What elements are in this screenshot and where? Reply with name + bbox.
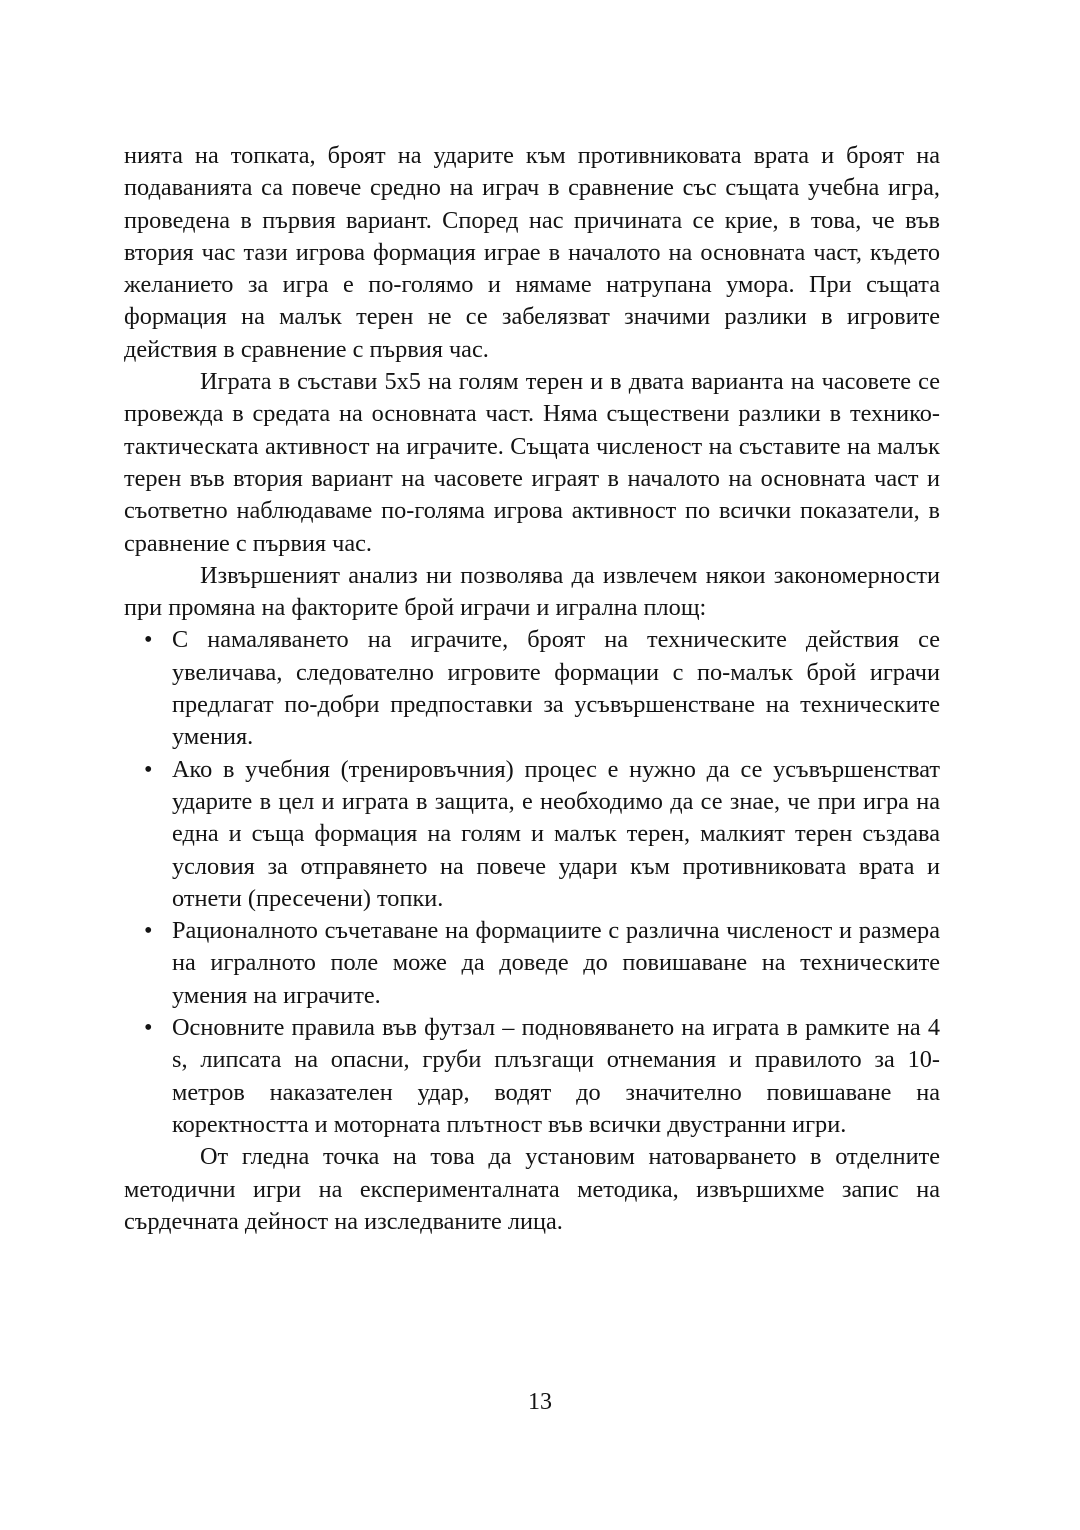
page-number: 13 xyxy=(528,1389,552,1415)
list-item xyxy=(124,1012,940,1141)
list-item xyxy=(124,754,940,915)
document-page xyxy=(124,140,940,1238)
bullet-marker: • xyxy=(144,917,153,945)
conclusions-list xyxy=(124,624,940,1141)
list-item-text: Рационалното съчетаване на формациите с различна численост и размера на игралното поле може да доведе до повишаване на техническите умения на играчите. xyxy=(172,917,940,1009)
bullet-marker: • xyxy=(144,626,153,654)
paragraph-continued: нията на топката, броят на ударите към противниковата врата и броят на подаванията са повече средно на играч в сравнение със същата учебна игра, проведена в първия вариант. Според нас причината се крие, в това, че във втория час тази игрова формация играе в началото на основната част, където желанието за игра е по-голямо и нямаме натрупана умора. При същата формация на малък терен не се забелязват значими разлики в игровите действия в сравнение с първия час. xyxy=(124,142,940,363)
list-item-text: С намаляването на играчите, броят на техническите действия се увеличава, следователно игровите формации с по-малък брой играчи предлагат по-добри предпоставки за усъвършенстване на техническите умения. xyxy=(172,626,940,751)
list-item-text: Ако в учебния (тренировъчния) процес е нужно да се усъвършенстват ударите в цел и играта в защита, е необходимо да се знае, че при игра на една и съща формация на голям и малък терен, малкият терен създава условия за отправянето на повече удари към противниковата врата и отнети (пресечени) топки. xyxy=(172,755,940,912)
list-item xyxy=(124,915,940,1012)
bullet-marker: • xyxy=(144,755,153,783)
list-item-text: Основните правила във футзал – подновяването на играта в рамките на 4 s, липсата на опасни, груби плъзгащи отнемания и правилото за 10-метров наказателен удар, водят до значително повишаване на коректността и моторната плътност във всички двустранни игри. xyxy=(172,1014,940,1138)
paragraph-closing: От гледна точка на това да установим натоварването в отделните методични игри на експерименталната методика, извършихме запис на сърдечната дейност на изследваните лица. xyxy=(124,1143,940,1235)
bullet-marker: • xyxy=(144,1014,153,1042)
paragraph-game-5x5: Играта в състави 5х5 на голям терен и в двата варианта на часовете се провежда в средата на основната част. Няма съществени разлики в технико-тактическата активност на играчите. Същата численост на съставите на малък терен във втория вариант на часовете играят в началото на основната част и съответно наблюдаваме по-голяма игрова активност по всички показатели, в сравнение с първия час. xyxy=(124,368,940,557)
paragraph-analysis-intro: Извършеният анализ ни позволява да извлечем някои закономерности при промяна на факторите брой играчи и игрална площ: xyxy=(124,561,940,622)
list-item xyxy=(124,624,940,753)
